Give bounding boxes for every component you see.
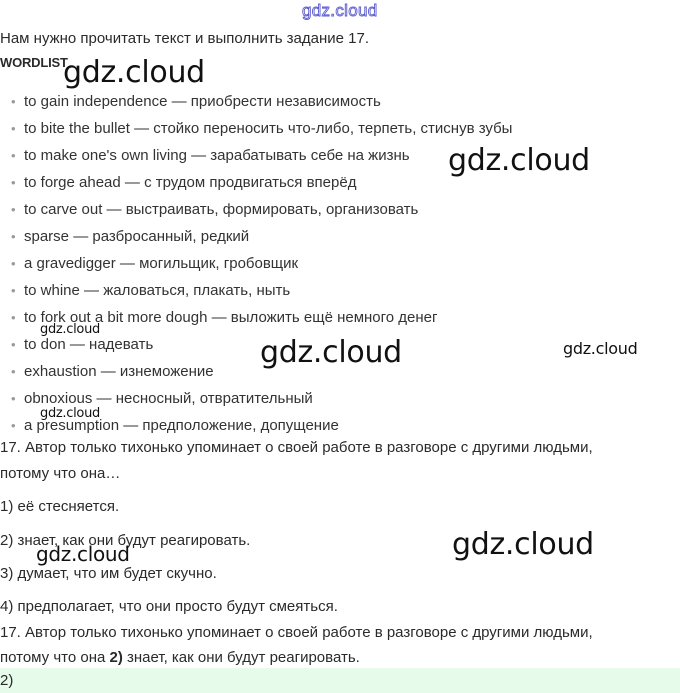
wordlist-heading: WORDLIST — [0, 55, 68, 70]
wordlist-item: • a presumption — предположение, допущение — [0, 412, 512, 439]
watermark: gdz.cloud — [40, 406, 100, 421]
wordlist — [0, 88, 512, 439]
bullet-icon: • — [11, 175, 16, 190]
final-answer: 2) — [0, 672, 14, 689]
wordlist-item: • exhaustion — изнеможение — [0, 358, 512, 385]
bullet-icon: • — [11, 364, 16, 379]
answer-option-1: 1) её стесняется. — [0, 498, 120, 515]
bullet-icon: • — [11, 391, 16, 406]
watermark: gdz.cloud — [260, 335, 402, 370]
watermark: gdz.cloud — [36, 542, 130, 566]
final-answer-bar — [0, 668, 680, 693]
wordlist-item: • to don — надевать — [0, 331, 512, 358]
watermark: gdz.cloud — [452, 527, 594, 562]
bullet-icon: • — [11, 310, 16, 325]
watermark: gdz.cloud — [563, 339, 638, 358]
bullet-icon: • — [11, 121, 16, 136]
wordlist-item: • to forge ahead — с трудом продвигаться вперёд — [0, 169, 512, 196]
solution-text: 17. Автор только тихонько упоминает о своей работе в разговоре с другими людьми, — [0, 624, 593, 641]
bullet-icon: • — [11, 256, 16, 271]
top-watermark: gdz.cloud — [302, 1, 378, 20]
wordlist-item: • to bite the bullet — стойко переносить что-либо, терпеть, стиснув зубы — [0, 115, 512, 142]
bullet-icon: • — [11, 337, 16, 352]
bullet-icon: • — [11, 148, 16, 163]
bullet-icon: • — [11, 229, 16, 244]
bullet-icon: • — [11, 94, 16, 109]
wordlist-item: • to fork out a bit more dough — выложить ещё немного денег — [0, 304, 512, 331]
solution-choice: 2) — [109, 649, 123, 666]
bullet-icon: • — [11, 283, 16, 298]
wordlist-item: • to make one's own living — зарабатывать себе на жизнь — [0, 142, 512, 169]
watermark: gdz.cloud — [63, 55, 205, 90]
wordlist-item: • a gravedigger — могильщик, гробовщик — [0, 250, 512, 277]
wordlist-item: • to whine — жаловаться, плакать, ныть — [0, 277, 512, 304]
question-text-continued: потому что она… — [0, 465, 121, 482]
wordlist-item: • obnoxious — несносный, отвратительный — [0, 385, 512, 412]
answer-option-2: 2) знает, как они будут реагировать. — [0, 532, 251, 549]
bullet-icon: • — [11, 418, 16, 433]
bullet-icon: • — [11, 202, 16, 217]
answer-option-4: 4) предполагает, что они просто будут смеяться. — [0, 598, 338, 615]
watermark: gdz.cloud — [448, 143, 590, 178]
solution-text-continued: потому что она 2) знает, как они будут реагировать. — [0, 649, 360, 666]
question-text: 17. Автор только тихонько упоминает о своей работе в разговоре с другими людьми, — [0, 439, 593, 456]
watermark: gdz.cloud — [40, 322, 100, 337]
wordlist-item: • to carve out — выстраивать, формировать, организовать — [0, 196, 512, 223]
task-intro: Нам нужно прочитать текст и выполнить задание 17. — [0, 30, 370, 47]
wordlist-item: • to gain independence — приобрести независимость — [0, 88, 512, 115]
wordlist-item: • sparse — разбросанный, редкий — [0, 223, 512, 250]
answer-option-3: 3) думает, что им будет скучно. — [0, 565, 217, 582]
